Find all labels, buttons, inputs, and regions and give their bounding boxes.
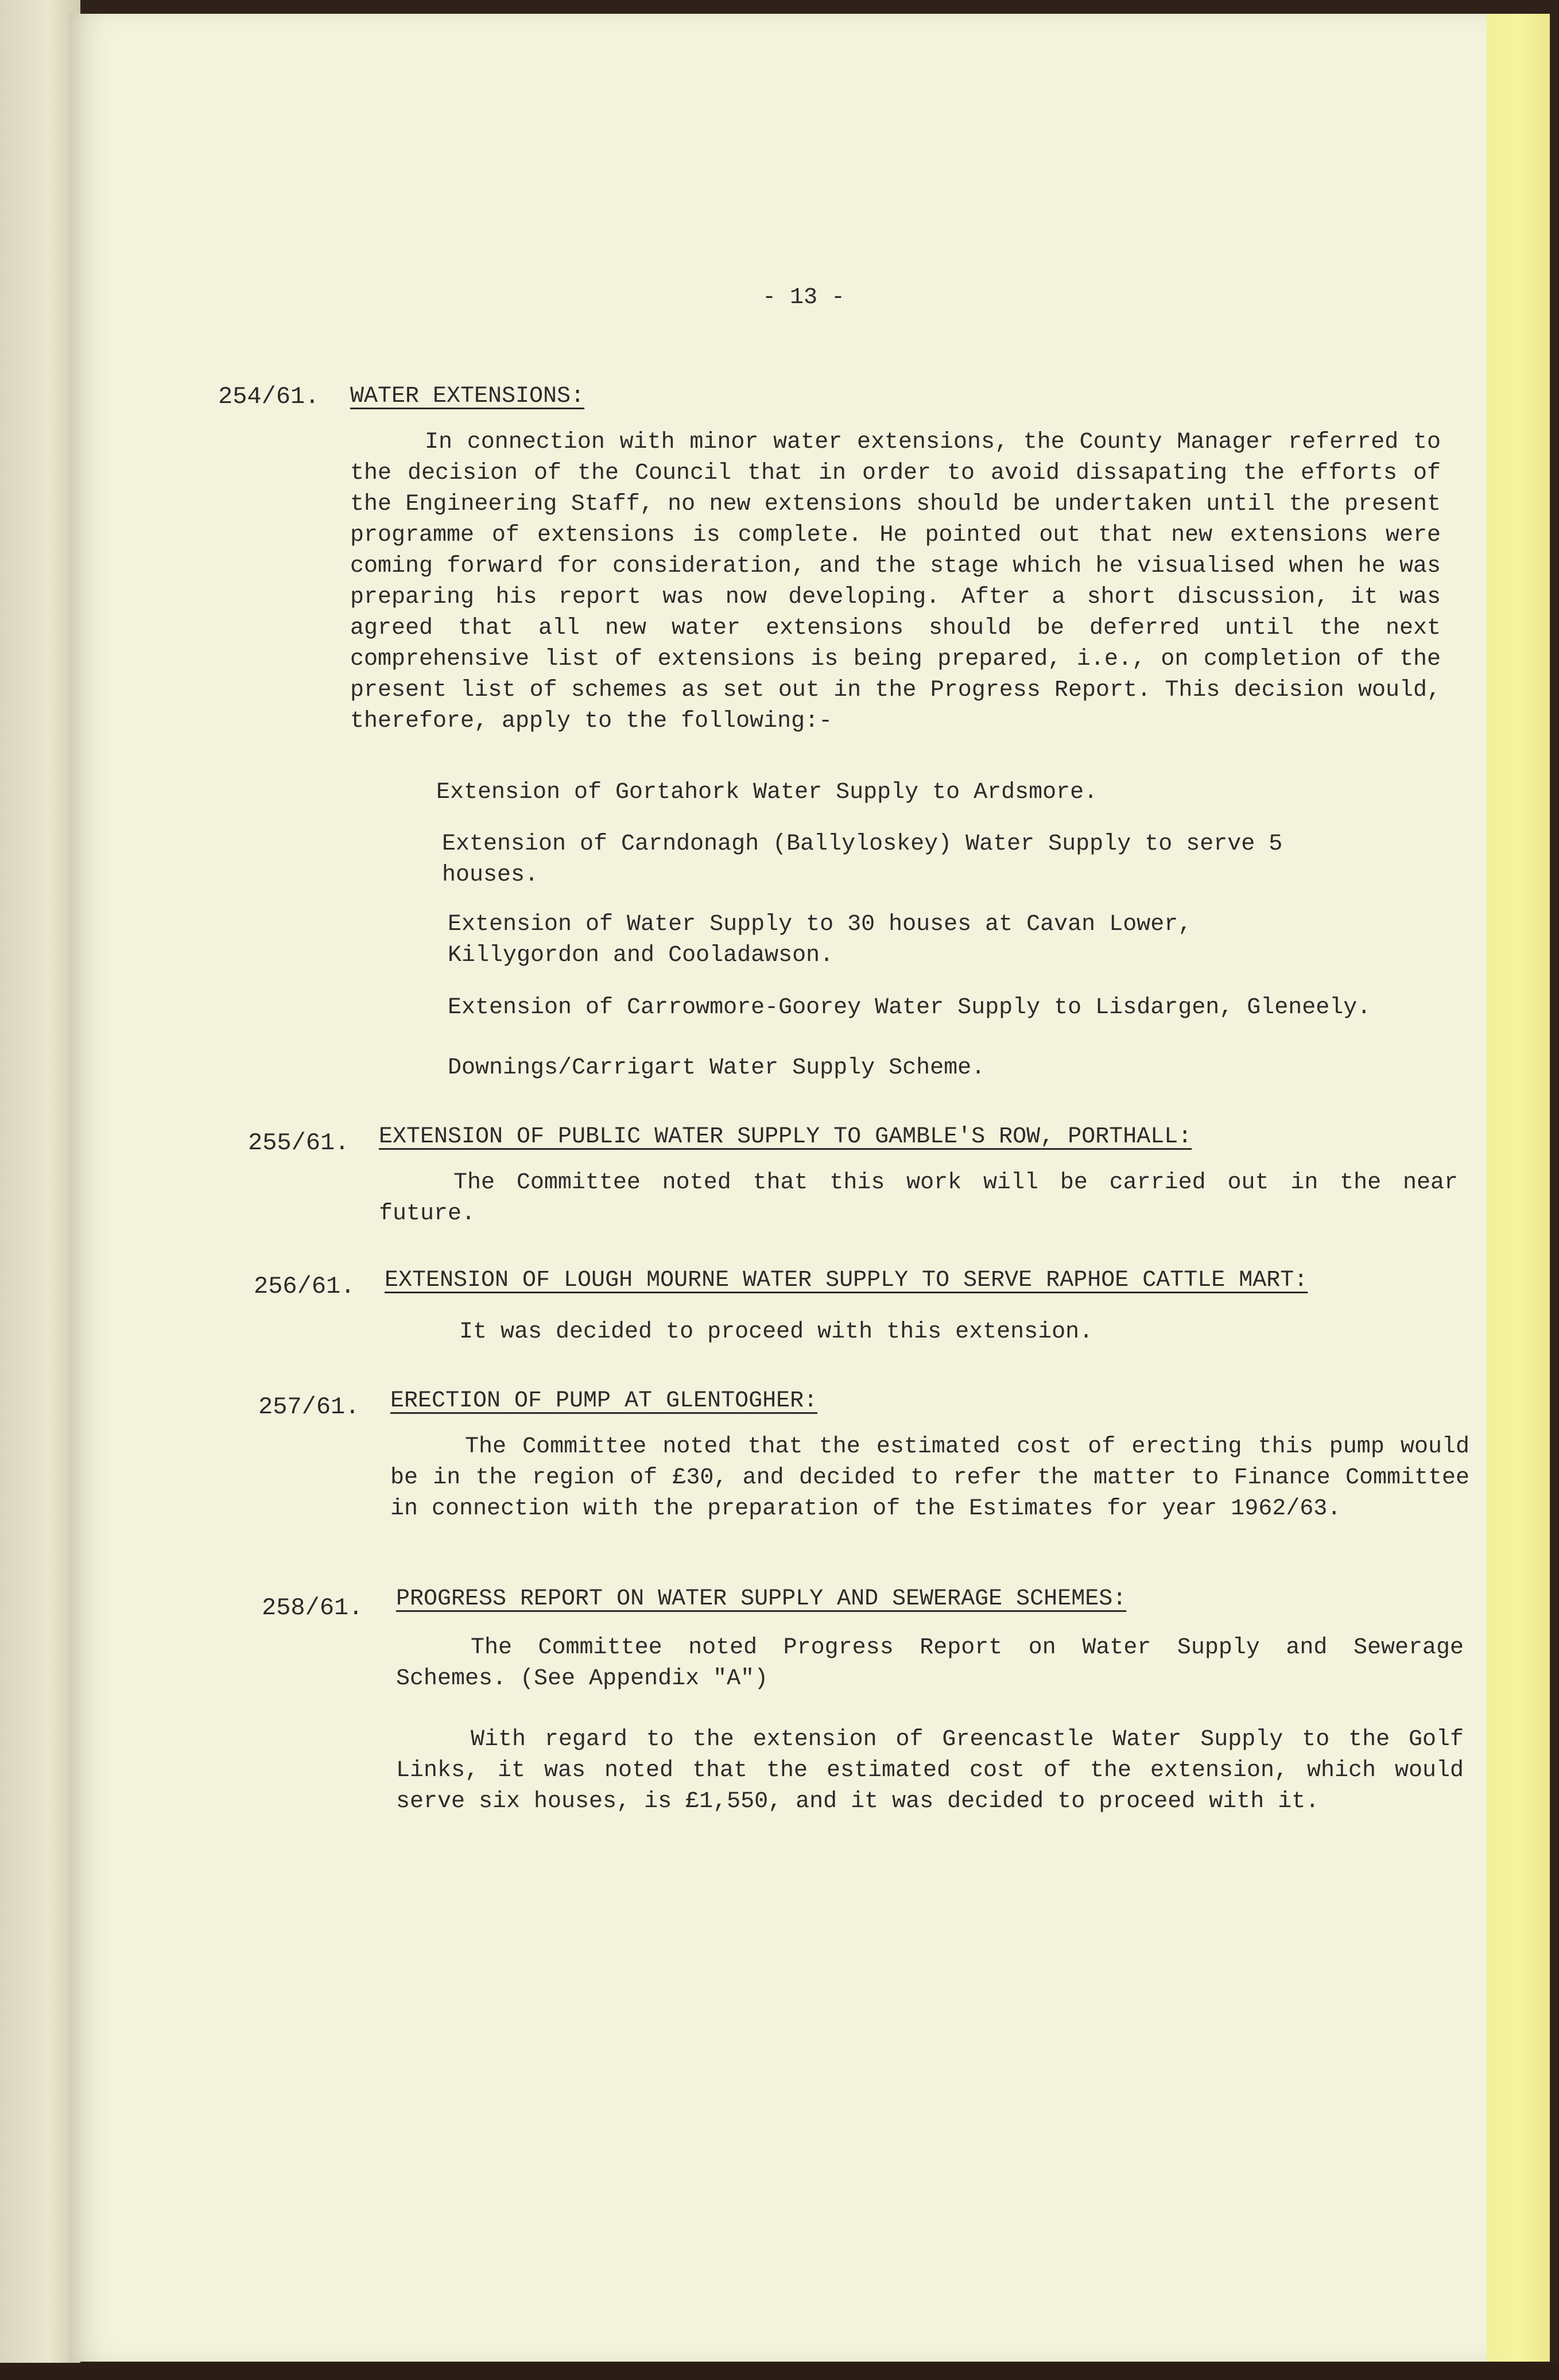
minute-heading: EXTENSION OF PUBLIC WATER SUPPLY TO GAMBLE'S ROW, PORTHALL: <box>379 1124 1192 1150</box>
page-content <box>69 14 1487 2362</box>
document-page <box>69 14 1487 2362</box>
minute-heading: PROGRESS REPORT ON WATER SUPPLY AND SEWERAGE SCHEMES: <box>396 1586 1127 1612</box>
list-item: Extension of Carrowmore-Goorey Water Supply to Lisdargen, Gleneely. <box>448 995 1371 1021</box>
minute-number: 258/61. <box>262 1594 363 1622</box>
minute-paragraph: The Committee noted that this work will be carried out in the near future. <box>379 1170 1458 1227</box>
scan-edge <box>0 2363 1559 2380</box>
minute-number: 255/61. <box>248 1129 350 1157</box>
list-item: Downings/Carrigart Water Supply Scheme. <box>448 1055 986 1081</box>
minute-number: 254/61. <box>218 383 320 410</box>
minute-paragraph: In connection with minor water extensions, the County Manager referred to the decision of the Council that in order to avoid dissapating the efforts of the Engineering Staff, no new extensions should be undertaken until the present programme of extensions is complete. He pointed out that new extensions were coming forward for consideration, and the stage which he visualised when he was preparing his report was now developing. After a short discussion, it was agreed that all new water extensions should be deferred until the next comprehensive list of extensions is being prepared, i.e., on completion of the present list of schemes as set out in the Progress Report. This decision would, therefore, apply to the following:- <box>350 429 1441 734</box>
minute-number: 257/61. <box>258 1393 360 1421</box>
minute-paragraph: The Committee noted that the estimated cost of erecting this pump would be in the region of £30, and decided to refer the matter to Finance Committee in connection with the preparation of the Estimates for year 1962/63. <box>390 1434 1469 1522</box>
minute-number: 256/61. <box>254 1273 355 1300</box>
list-item: Extension of Water Supply to 30 houses at Cavan Lower, Killygordon and Cooladawson. <box>448 912 1192 968</box>
list-item: Extension of Carndonagh (Ballyloskey) Water Supply to serve 5 houses. <box>442 831 1283 888</box>
book-binding <box>0 0 80 2380</box>
minute-heading: WATER EXTENSIONS: <box>350 383 585 409</box>
next-page-edge <box>1487 14 1550 2362</box>
minute-paragraph: The Committee noted Progress Report on Water Supply and Sewerage Schemes. (See Appendix "A") <box>396 1635 1464 1692</box>
minute-heading: EXTENSION OF LOUGH MOURNE WATER SUPPLY TO SERVE RAPHOE CATTLE MART: <box>385 1267 1308 1293</box>
minute-heading: ERECTION OF PUMP AT GLENTOGHER: <box>390 1388 818 1414</box>
minute-paragraph: It was decided to proceed with this extension. <box>459 1319 1093 1345</box>
list-item: Extension of Gortahork Water Supply to Ardsmore. <box>436 780 1098 805</box>
minute-paragraph: With regard to the extension of Greencastle Water Supply to the Golf Links, it was noted that the estimated cost of the extension, which would serve six houses, is £1,550, and it was decided to proceed with it. <box>396 1727 1464 1815</box>
page-number: - 13 - <box>762 285 846 311</box>
